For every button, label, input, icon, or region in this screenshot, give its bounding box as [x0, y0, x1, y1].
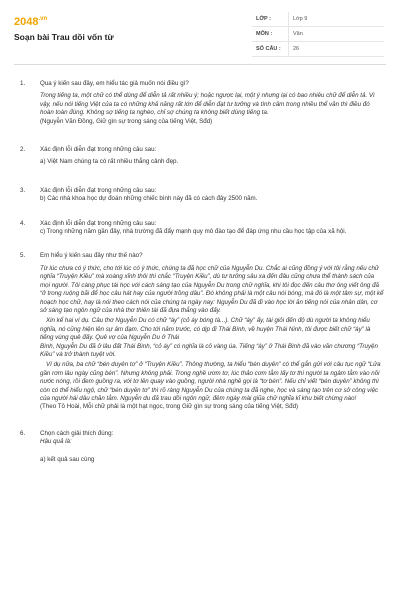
- quote-paragraph-2: Xin kể hai ví dụ. Câu thơ Nguyễn Du có chữ “áy” (cỏ áy bóng tà...). Chữ “áy” ấy, tài giỏi đến độ dù người ta không hiểu nghĩa, nó cũng hiện lên sự ảm đạm. Cho tới năm trước, có dịp đi Thái Bình, về huyện Thái Ninh, tôi được biết chữ “áy” là tiếng vùng quê đấy. Quê vợ của Nguyễn Du ở Thái: [40, 317, 371, 342]
- meta-value-count: 26: [289, 42, 385, 57]
- page-title: Soạn bài Trau dồi vốn từ: [14, 32, 114, 42]
- question-4: [0, 220, 400, 237]
- meta-value-subject: Văn: [289, 27, 385, 42]
- logo-suffix: .vn: [38, 16, 48, 22]
- meta-row-subject: [252, 27, 384, 42]
- question-1: [0, 80, 400, 126]
- question-subprompt: Hậu quả là:: [40, 438, 72, 446]
- question-prompt: Xác định lỗi diễn đạt trong những câu sau:: [40, 219, 157, 227]
- question-quote: Trong tiếng ta, một chữ có thể dùng để diễn tả rất nhiều ý; hoặc ngược lại, một ý nhưng lại có bao nhiêu chữ để diễn tả. Vì vậy, nếu nói tiếng Việt của ta có những khả năng rất lớn để diễn đạt tư tưởng và tình cảm trong nhiều thể văn thì điều đó hoàn toàn đúng. Không sợ tiếng ta nghèo, chỉ sợ chúng ta không biết dùng tiếng ta.: [40, 92, 375, 117]
- question-content: b) Các nhà khoa học dự đoán những chiếc bình này đã có cách đây 2500 năm.: [40, 195, 258, 203]
- question-prompt: Xác định lỗi diễn đạt trong những câu sau:: [40, 186, 157, 194]
- header-divider: [14, 64, 386, 65]
- question-3: [0, 187, 400, 204]
- meta-row-count: [252, 42, 384, 57]
- meta-key-class: LỚP :: [252, 12, 289, 27]
- header: [0, 0, 400, 62]
- meta-row-class: [252, 12, 384, 27]
- question-number: 1.: [20, 80, 26, 87]
- meta-table: [252, 12, 384, 57]
- answer-option[interactable]: a) kết quả sau cùng: [40, 455, 95, 463]
- site-logo[interactable]: [14, 16, 47, 28]
- question-content: a) Việt Nam chúng ta có rất nhiều thắng cảnh đẹp.: [40, 158, 179, 166]
- question-6: [0, 430, 400, 464]
- question-prompt: Qua ý kiến sau đây, em hiểu tác giả muốn nói điều gì?: [40, 80, 189, 87]
- quote-source: (Theo Tô Hoài, Mỗi chữ phải là một hạt ngọc, trong Giữ gìn sự trong sáng của tiếng Việt, Sđd): [40, 403, 299, 411]
- question-number: 6.: [20, 429, 26, 437]
- question-2: [0, 146, 400, 167]
- question-number: 2.: [20, 146, 26, 154]
- question-5: [0, 252, 400, 411]
- quote-paragraph-2-cont: Bình, Nguyễn Du đã ở lâu đất Thái Bình, “cỏ áy” có nghĩa là cỏ vàng úa. Tiếng “áy” ở Thái Bình đã vào văn chương “Truyện Kiều” và trở thành tuyệt vời.: [40, 342, 378, 358]
- question-prompt: Xác định lỗi diễn đạt trong những câu sau:: [40, 146, 157, 154]
- question-list: [0, 80, 400, 464]
- quote-paragraph-3: Ví dụ nữa, ba chữ “bén duyên tơ” ở “Truyện Kiều”. Thông thường, ta hiểu “bén duyên” có thể gắn gửi với câu tục ngữ “Lửa gần rơm lâu ngày cũng bén”. Nhưng không phải. Trong nghề ươm tơ, lúc thảo cơm tằm lấy tơ thì người ta ngâm tằm vào nồi nước nóng, rồi đem guồng ra, với tơ lên quay vào guồng, người nhà nghề gọi là “tơ bén”. Nếu chỉ viết “bén duyên” không thì còn có thể hiểu ngộ, chữ “bén duyên tơ” thì rõ ràng Nguyễn Du của chúng ta đã nghe, học và sáng tạo trên cơ sở công việc của người hái dâu chăn tằm. Nguyễn du đã trau dồi ngôn ngữ, đêm ngày mài giũa chữ nghĩa kĩ khu biết chừng nào!: [40, 361, 381, 402]
- question-number: 3.: [20, 186, 26, 194]
- quote-paragraph-1: Từ lúc chưa có ý thức, cho tới lúc có ý thức, chúng ta đã học chữ của Nguyễn Du. Chắc ai cũng đồng ý với tôi rằng nếu chữ nghĩa “Truyện Kiều” mà xoàng xĩnh thôi thì chắc “Truyện Kiều”, dù tư tưởng sâu xa đến đâu cũng chưa thể thành sách của mọi người. Tôi càng phục tài học với cách sáng tạo của Nguyễn Du trong chữ nghĩa, khi tôi đọc đến câu thơ ông viết ông đã “ở trong ruộng bãi để học câu hát hay của người trồng dâu”. Đó không phải là một câu nói bóng, mà đó là một tâm sự, một kể hoạch học chữ, hay là nói theo cách nói của chúng ta ngày nay: Nguyễn Du đã đi vào học lời ăn tiếng nói của nhân dân, cơ sở sáng tạo ngôn ngữ của nhà thơ thiên tài đã đựa thắng vào đấy.: [40, 264, 384, 314]
- question-prompt: Em hiểu ý kiến sau đây như thế nào?: [40, 252, 143, 260]
- meta-key-count: SỐ CÂU :: [252, 42, 289, 57]
- logo-main: 2048: [14, 16, 39, 28]
- question-number: 5.: [20, 252, 26, 260]
- meta-key-subject: MÔN :: [252, 27, 289, 42]
- meta-value-class: Lớp 9: [289, 12, 385, 27]
- question-prompt: Chọn cách giải thích đúng:: [40, 429, 114, 437]
- quote-source: (Nguyễn Văn Đồng, Giữ gìn sự trong sáng của tiếng Việt, Sđd): [40, 117, 213, 125]
- question-content: c) Trong những năm gần đây, nhà trường đã đẩy mạnh quy mô đào tạo để đáp ứng nhu cầu học tập của xã hội.: [40, 228, 347, 236]
- question-number: 4.: [20, 219, 26, 227]
